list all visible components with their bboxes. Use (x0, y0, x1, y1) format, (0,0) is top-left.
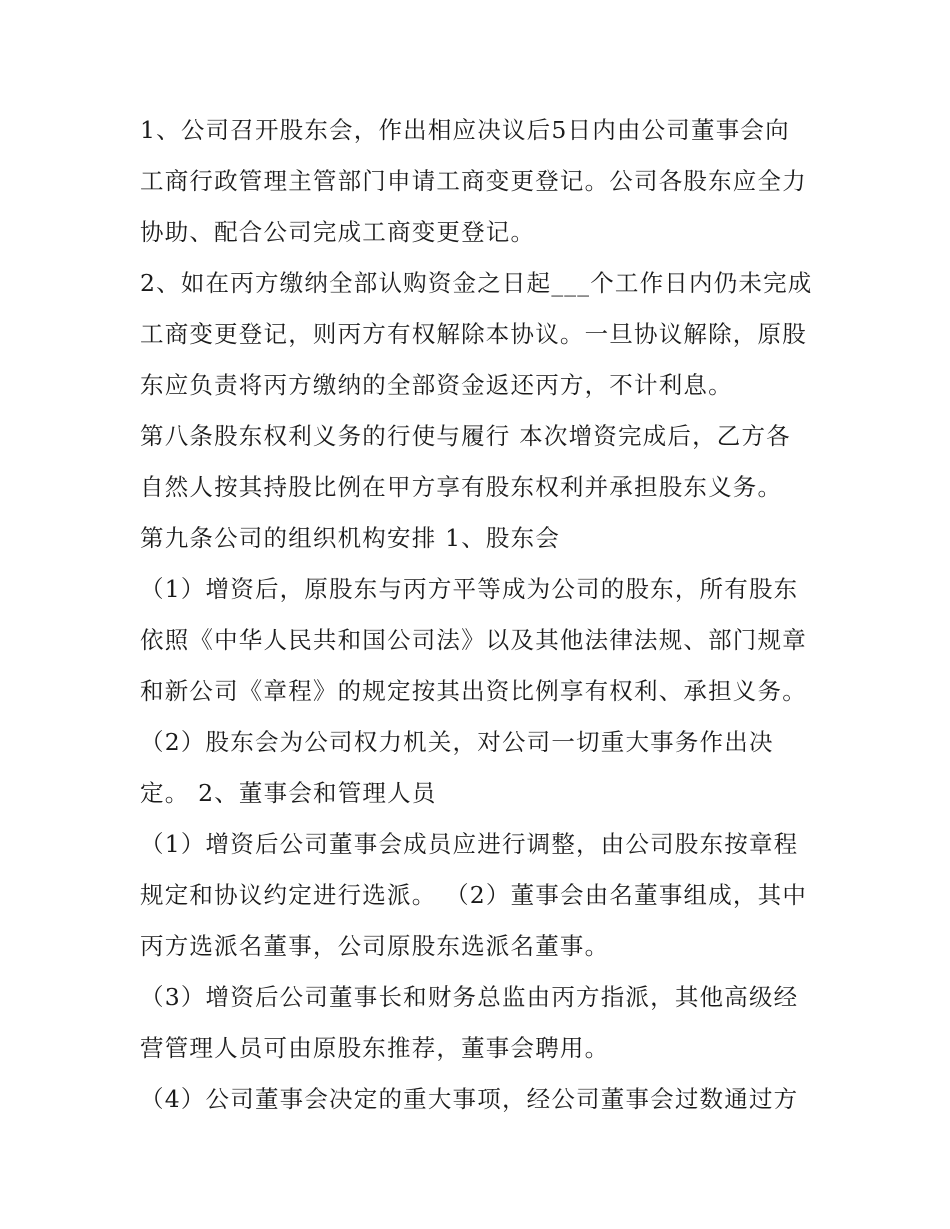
text-line-9: 第九条公司的组织机构安排 1、股东会 (140, 524, 561, 552)
text-line-18: （3）增资后公司董事长和财务总监由丙方指派，其他高级经 (140, 983, 799, 1011)
text-line-15: （1）增资后公司董事会成员应进行调整，由公司股东按章程 (140, 830, 799, 858)
text-line-7: 第八条股东权利义务的行使与履行 本次增资完成后，乙方各 (140, 422, 791, 450)
text-line-13: （2）股东会为公司权力机关，对公司一切重大事务作出决 (140, 728, 774, 756)
text-line-1: 1、公司召开股东会，作出相应决议后5日内由公司董事会向 (140, 116, 790, 144)
text-line-20: （4）公司董事会决定的重大事项，经公司董事会过数通过方 (140, 1085, 799, 1113)
text-line-12: 和新公司《章程》的规定按其出资比例享有权利、承担义务。 (140, 677, 807, 705)
text-line-3: 协助、配合公司完成工商变更登记。 (140, 218, 536, 246)
text-line-11: 依照《中华人民共和国公司法》以及其他法律法规、部门规章 (140, 626, 807, 654)
text-line-10: （1）增资后，原股东与丙方平等成为公司的股东，所有股东 (140, 575, 799, 603)
text-line-16: 规定和协议约定进行选派。 （2）董事会由名董事组成，其中 (140, 881, 808, 909)
text-line-2: 工商行政管理主管部门申请工商变更登记。公司各股东应全力 (140, 167, 807, 195)
text-line-14: 定。 2、董事会和管理人员 (140, 779, 437, 807)
text-line-8: 自然人按其持股比例在甲方享有股东权利并承担股东义务。 (140, 473, 783, 501)
document-body (140, 105, 820, 1125)
text-line-6: 东应负责将丙方缴纳的全部资金返还丙方，不计利息。 (140, 371, 733, 399)
text-line-4: 2、如在丙方缴纳全部认购资金之日起___个工作日内仍未完成 (140, 269, 813, 297)
text-line-19: 营管理人员可由原股东推荐，董事会聘用。 (140, 1034, 610, 1062)
text-line-17: 丙方选派名董事，公司原股东选派名董事。 (140, 932, 610, 960)
text-line-5: 工商变更登记，则丙方有权解除本协议。一旦协议解除，原股 (140, 320, 807, 348)
